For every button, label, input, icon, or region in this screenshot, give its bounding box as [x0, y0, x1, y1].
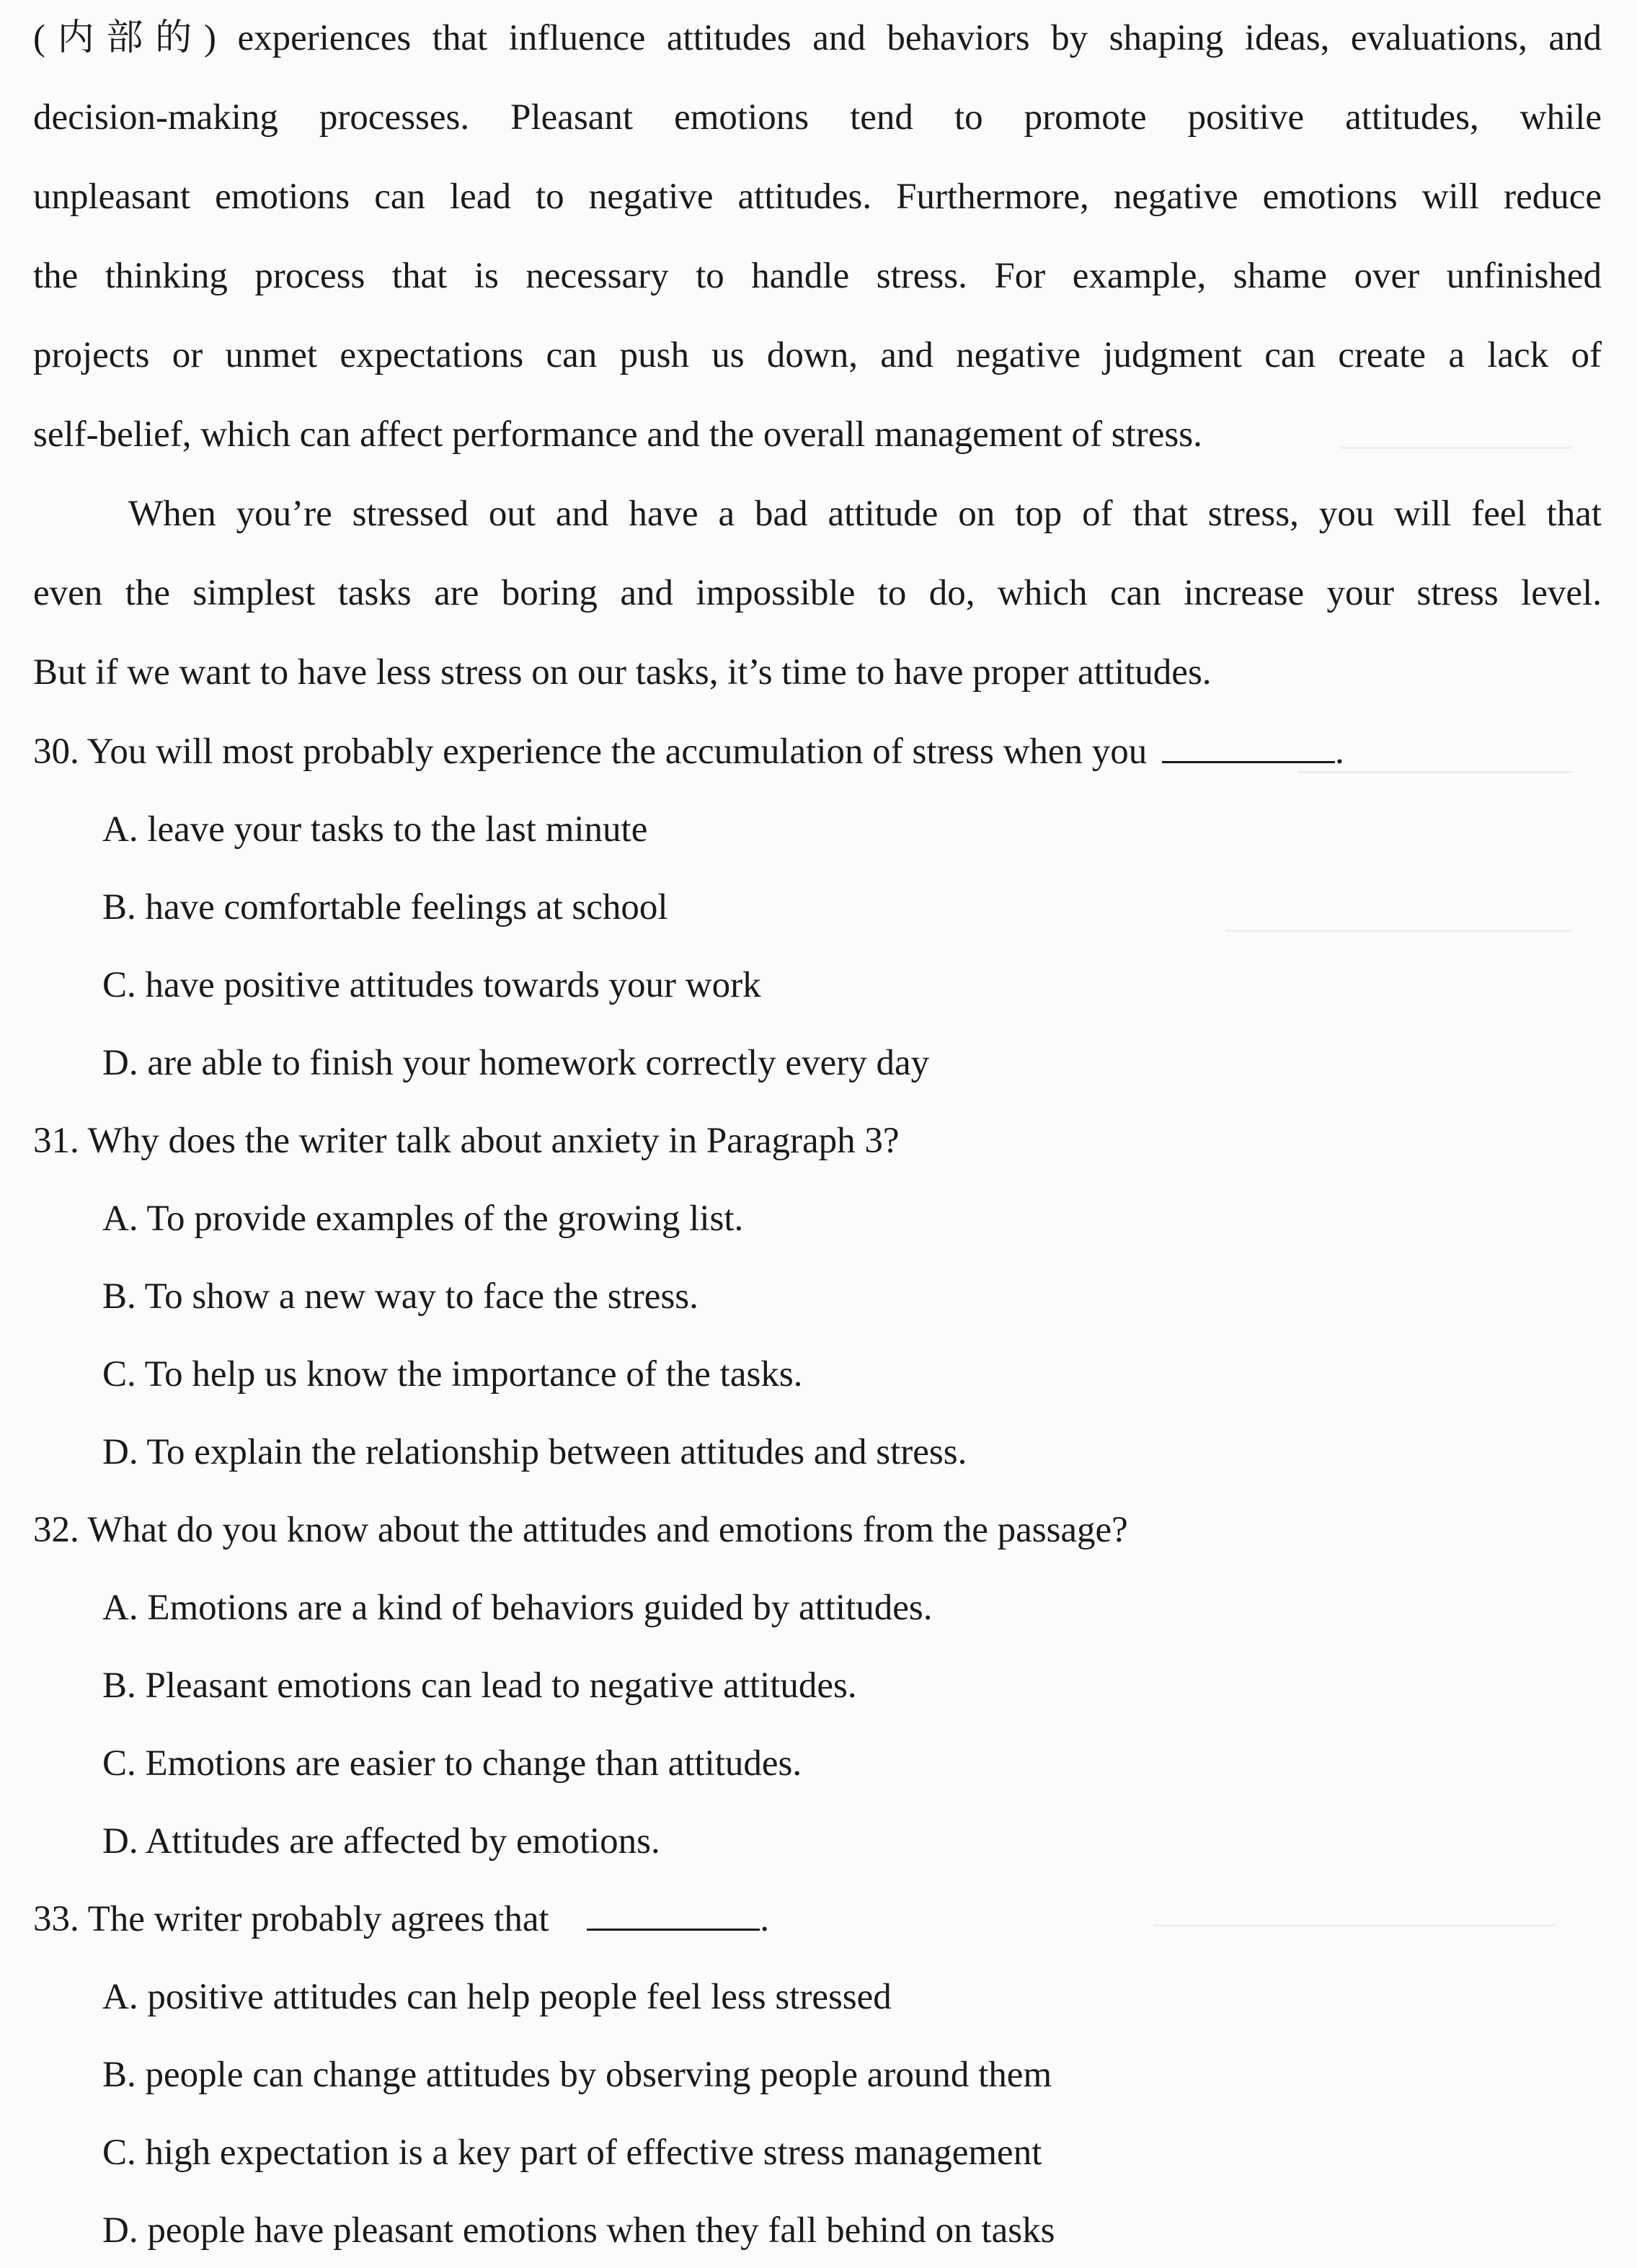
passage-line: But if we want to have less stress on our tasks, it’s time to have proper attitudes. [33, 652, 1212, 693]
question-stem-end: . [1335, 731, 1344, 772]
answer-blank [1162, 732, 1335, 763]
passage-line: When you’re stressed out and have a bad attitude on top of that stress, you will feel that [128, 494, 1602, 534]
question-stem [33, 1897, 1602, 1942]
answer-option: C. Emotions are easier to change than attitudes. [102, 1743, 802, 1784]
answer-option: B. have comfortable feelings at school [102, 887, 668, 928]
answer-blank [587, 1900, 760, 1931]
question-stem-end: . [760, 1899, 770, 1939]
question-stem-text: 33. The writer probably agrees that [33, 1899, 549, 1939]
question-stem-text: 30. You will most probably experience the accumulation of stress when you [33, 731, 1148, 772]
passage-line: unpleasant emotions can lead to negative attitudes. Furthermore, negative emotions will reduce [33, 177, 1602, 217]
answer-option: A. leave your tasks to the last minute [102, 809, 648, 850]
answer-option: B. To show a new way to face the stress. [102, 1276, 698, 1317]
passage-line: (内部的) experiences that influence attitudes and behaviors by shaping ideas, evaluations, and [33, 18, 1602, 58]
answer-option: A. positive attitudes can help people feel less stressed [102, 1977, 892, 2017]
passage-line: projects or unmet expectations can push us down, and negative judgment can create a lack of [33, 335, 1602, 375]
answer-option: A. Emotions are a kind of behaviors guided by attitudes. [102, 1588, 933, 1628]
answer-option: D. To explain the relationship between attitudes and stress. [102, 1432, 967, 1472]
answer-option: B. people can change attitudes by observing people around them [102, 2055, 1052, 2095]
answer-option: A. To provide examples of the growing list. [102, 1199, 744, 1239]
answer-option: D. people have pleasant emotions when they fall behind on tasks [102, 2210, 1055, 2251]
question-stem: 32. What do you know about the attitudes and emotions from the passage? [33, 1510, 1128, 1550]
answer-option: B. Pleasant emotions can lead to negative attitudes. [102, 1666, 857, 1706]
passage-line: self-belief, which can affect performance and the overall management of stress. [33, 414, 1202, 455]
answer-option: C. To help us know the importance of the tasks. [102, 1354, 803, 1395]
answer-option: C. high expectation is a key part of effective stress management [102, 2133, 1042, 2173]
question-stem: 31. Why does the writer talk about anxiety in Paragraph 3? [33, 1121, 900, 1161]
passage-line: even the simplest tasks are boring and impossible to do, which can increase your stress level. [33, 573, 1602, 613]
answer-option: C. have positive attitudes towards your work [102, 965, 761, 1005]
passage-line: decision-making processes. Pleasant emotions tend to promote positive attitudes, while [33, 97, 1602, 138]
passage-line: the thinking process that is necessary to handle stress. For example, shame over unfinished [33, 256, 1602, 296]
question-stem [33, 729, 1602, 774]
answer-option: D. are able to finish your homework correctly every day [102, 1043, 930, 1083]
answer-option: D. Attitudes are affected by emotions. [102, 1821, 660, 1862]
